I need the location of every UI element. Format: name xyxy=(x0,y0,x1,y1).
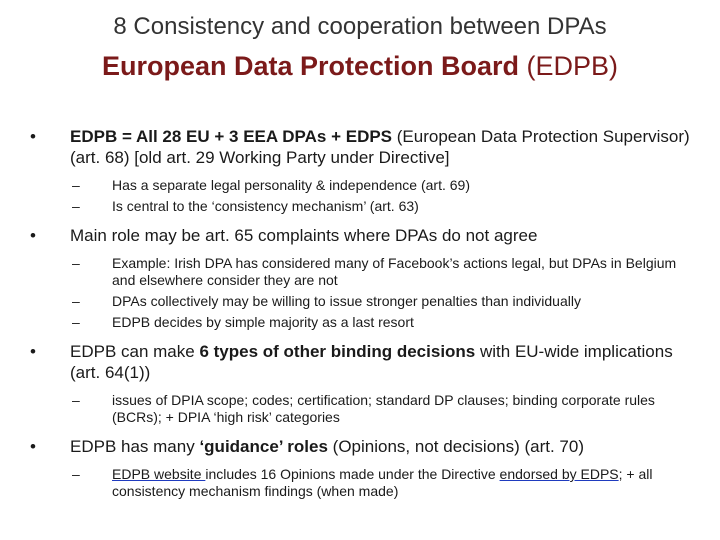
sub-bullet-2-3 xyxy=(72,314,690,331)
bullet-4-part-3: (Opinions, not decisions) (art. 70) xyxy=(327,437,585,456)
bullet-dot: • xyxy=(30,127,36,146)
sub-bullet-text: Has a separate legal personality & independence (art. 69) xyxy=(112,177,470,193)
dash: – xyxy=(72,392,80,408)
bullet-1-part-1: EDPB = All 28 EU + 3 EEA DPAs + EDPS xyxy=(70,127,393,146)
bullet-dot: • xyxy=(30,437,36,456)
dash: – xyxy=(72,198,80,214)
sub-bullet-3-1 xyxy=(72,392,690,426)
bullet-1-part-2: (European Data Protection Supervisor) (art. 68) [old art. 29 Working Party under Directive] xyxy=(70,127,690,167)
bullet-3-part-3: with EU-wide implications (art. 64(1)) xyxy=(70,342,673,382)
sub-bullet-text: DPAs collectively may be willing to issue stronger penalties than individually xyxy=(112,293,581,309)
dash: – xyxy=(72,293,80,309)
sub-bullet-1-2 xyxy=(72,198,690,215)
bullet-dot: • xyxy=(30,342,36,361)
sub-bullet-2-2 xyxy=(72,293,690,310)
title-line-2 xyxy=(0,48,720,84)
sub-bullet-text: includes 16 Opinions made under the Directive xyxy=(205,466,500,482)
sub-bullet-4-1 xyxy=(72,466,690,500)
sub-bullet-text: EDPB decides by simple majority as a last resort xyxy=(112,314,414,330)
bullet-4-part-2: ‘guidance’ roles xyxy=(199,437,328,456)
title-suffix: (EDPB) xyxy=(519,51,619,81)
slide-content xyxy=(30,126,690,500)
sub-bullet-text: Example: Irish DPA has considered many of Facebook’s actions legal, but DPAs in Belgium and elsewhere consider they are not xyxy=(112,255,677,288)
slide-title xyxy=(0,12,720,84)
bullet-2 xyxy=(30,225,690,246)
endorsed-by-edps-link[interactable]: endorsed by EDPS xyxy=(499,466,619,482)
dash: – xyxy=(72,255,80,271)
bullet-1 xyxy=(30,126,690,168)
dash: – xyxy=(72,466,80,482)
bullet-3 xyxy=(30,341,690,383)
title-bold: European Data Protection Board xyxy=(101,51,520,81)
bullet-3-part-1: EDPB can make xyxy=(70,342,200,361)
bullet-4-part-1: EDPB has many xyxy=(70,437,200,456)
bullet-2-text: Main role may be art. 65 complaints where DPAs do not agree xyxy=(70,226,538,245)
dash: – xyxy=(72,314,80,330)
bullet-dot: • xyxy=(30,226,36,245)
edpb-website-link[interactable]: EDPB website xyxy=(112,466,206,482)
bullet-4 xyxy=(30,436,690,457)
sub-bullet-2-1 xyxy=(72,255,690,289)
title-line-1: 8 Consistency and cooperation between DPAs xyxy=(113,13,607,40)
sub-bullet-text-end: ; + all consistency mechanism findings (when made) xyxy=(112,466,653,499)
sub-bullet-text: issues of DPIA scope; codes; certification; standard DP clauses; binding corporate rules (BCRs); + DPIA ‘high risk’ categories xyxy=(112,392,655,425)
dash: – xyxy=(72,177,80,193)
sub-bullet-text: Is central to the ‘consistency mechanism’ (art. 63) xyxy=(112,198,419,214)
bullet-3-part-2: 6 types of other binding decisions xyxy=(199,342,476,361)
sub-bullet-1-1 xyxy=(72,177,690,194)
